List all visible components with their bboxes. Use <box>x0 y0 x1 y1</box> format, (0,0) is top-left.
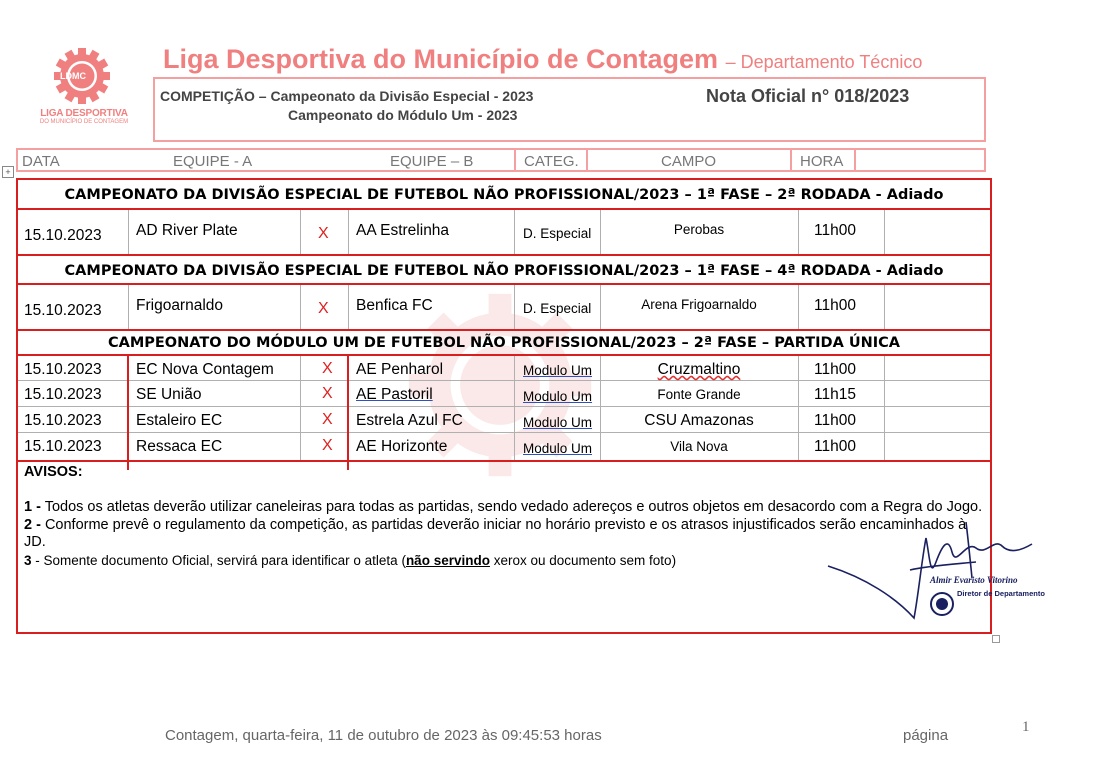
match-time: 11h00 <box>814 297 856 314</box>
versus-mark: X <box>322 360 333 377</box>
notice-text: Conforme prevê o regulamento da competição, as partidas deverão iniciar no horário previsto e os atrasos injustificados serão encaminhados à JD. <box>24 516 967 550</box>
team-b: Benfica FC <box>356 297 433 314</box>
notice-number: 1 - <box>24 499 41 515</box>
team-a: SE União <box>136 386 202 403</box>
field-name: Vila Nova <box>670 439 728 454</box>
department-text: – Departamento Técnico <box>725 52 923 72</box>
league-title-text: Liga Desportiva do Município de Contagem <box>163 44 719 74</box>
notice-text: - Somente documento Oficial, servirá para identificar o atleta ( <box>31 552 406 568</box>
team-b: AE Pastoril <box>356 386 433 403</box>
notices-title: AVISOS: <box>24 464 83 480</box>
section-title-1: CAMPEONATO DA DIVISÃO ESPECIAL DE FUTEBOL NÃO PROFISSIONAL/2023 – 1ª FASE – 2ª RODADA - Adiado <box>64 187 944 203</box>
director-signature <box>826 518 1052 624</box>
category: Modulo Um <box>523 363 593 378</box>
match-time: 11h00 <box>814 438 856 455</box>
versus-mark: X <box>318 225 329 242</box>
official-note-number: Nota Oficial n° 018/2023 <box>706 86 910 106</box>
col-categ: CATEG. <box>524 153 579 170</box>
match-date: 15.10.2023 <box>24 412 102 429</box>
team-a: Estaleiro EC <box>136 412 223 429</box>
notice-number: 2 - <box>24 516 41 533</box>
signature-role: Diretor de Departamento <box>957 589 1045 598</box>
field-name: Fonte Grande <box>657 387 741 402</box>
signature-name: Almir Evaristo Vitorino <box>930 575 1018 585</box>
field-name: Arena Frigoarnaldo <box>641 297 757 312</box>
match-date: 15.10.2023 <box>24 227 102 244</box>
field-name: Cruzmaltino <box>657 361 741 378</box>
notice-text: Todos os atletas deverão utilizar caneleiras para todas as partidas, sendo vedado adereços e outros objetos em desacordo com a Regra do Jogo. <box>40 499 983 515</box>
league-title <box>163 44 922 75</box>
category: Modulo Um <box>523 441 593 456</box>
column-header-row <box>16 148 986 172</box>
match-date: 15.10.2023 <box>24 386 102 403</box>
team-a: AD River Plate <box>136 222 238 239</box>
match-date: 15.10.2023 <box>24 361 102 378</box>
match-time: 11h00 <box>814 222 856 239</box>
notice-text: xerox ou documento sem foto) <box>489 552 677 568</box>
col-equipe-a: EQUIPE - A <box>173 153 253 170</box>
field-name: Perobas <box>673 222 725 237</box>
col-data: DATA <box>22 153 60 170</box>
competition-line-2: Campeonato do Módulo Um - 2023 <box>288 107 518 123</box>
match-time: 11h00 <box>814 412 856 429</box>
competition-line-1: COMPETIÇÃO – Campeonato da Divisão Especial - 2023 <box>160 88 534 104</box>
team-b: AE Horizonte <box>356 438 448 455</box>
team-a: Ressaca EC <box>136 438 223 455</box>
versus-mark: X <box>322 385 333 402</box>
versus-mark: X <box>322 437 333 454</box>
logo-abbr: LDMC <box>60 71 86 81</box>
team-a: Frigoarnaldo <box>136 297 224 314</box>
logo-name: LIGA DESPORTIVA <box>40 108 128 119</box>
table-resize-handle[interactable] <box>992 635 1000 643</box>
team-b: AA Estrelinha <box>356 222 450 239</box>
section-title-3: CAMPEONATO DO MÓDULO UM DE FUTEBOL NÃO PROFISSIONAL/2023 – 2ª FASE – PARTIDA ÚNICA <box>107 335 901 351</box>
col-equipe-b: EQUIPE – B <box>390 153 474 170</box>
category: Modulo Um <box>523 389 593 404</box>
logo-subname: DO MUNICÍPIO DE CONTAGEM <box>39 119 129 125</box>
section-title-2: CAMPEONATO DA DIVISÃO ESPECIAL DE FUTEBOL NÃO PROFISSIONAL/2023 – 1ª FASE – 4ª RODADA - Adiado <box>64 263 944 279</box>
col-campo: CAMPO <box>661 153 717 170</box>
notice-item-1 <box>24 499 984 517</box>
category: D. Especial <box>523 226 592 241</box>
team-b: AE Penharol <box>356 361 444 378</box>
match-date: 15.10.2023 <box>24 302 102 319</box>
footer-page-number: 1 <box>1022 719 1030 735</box>
footer-page-label: página <box>903 727 949 744</box>
notice-number: 3 <box>24 552 32 568</box>
match-time: 11h15 <box>814 386 856 403</box>
footer-place-date: Contagem, quarta-feira, 11 de outubro de 2023 às 09:45:53 horas <box>165 727 602 744</box>
team-b: Estrela Azul FC <box>356 412 463 429</box>
notice-emphasis: não servindo <box>405 552 490 568</box>
versus-mark: X <box>318 300 329 317</box>
versus-mark: X <box>322 411 333 428</box>
match-time: 11h00 <box>814 361 856 378</box>
team-a: EC Nova Contagem <box>136 361 274 378</box>
match-date: 15.10.2023 <box>24 438 102 455</box>
category: Modulo Um <box>523 415 593 430</box>
category: D. Especial <box>523 301 592 316</box>
col-hora: HORA <box>800 153 844 170</box>
table-move-handle[interactable]: + <box>2 166 14 178</box>
field-name: CSU Amazonas <box>644 412 754 429</box>
